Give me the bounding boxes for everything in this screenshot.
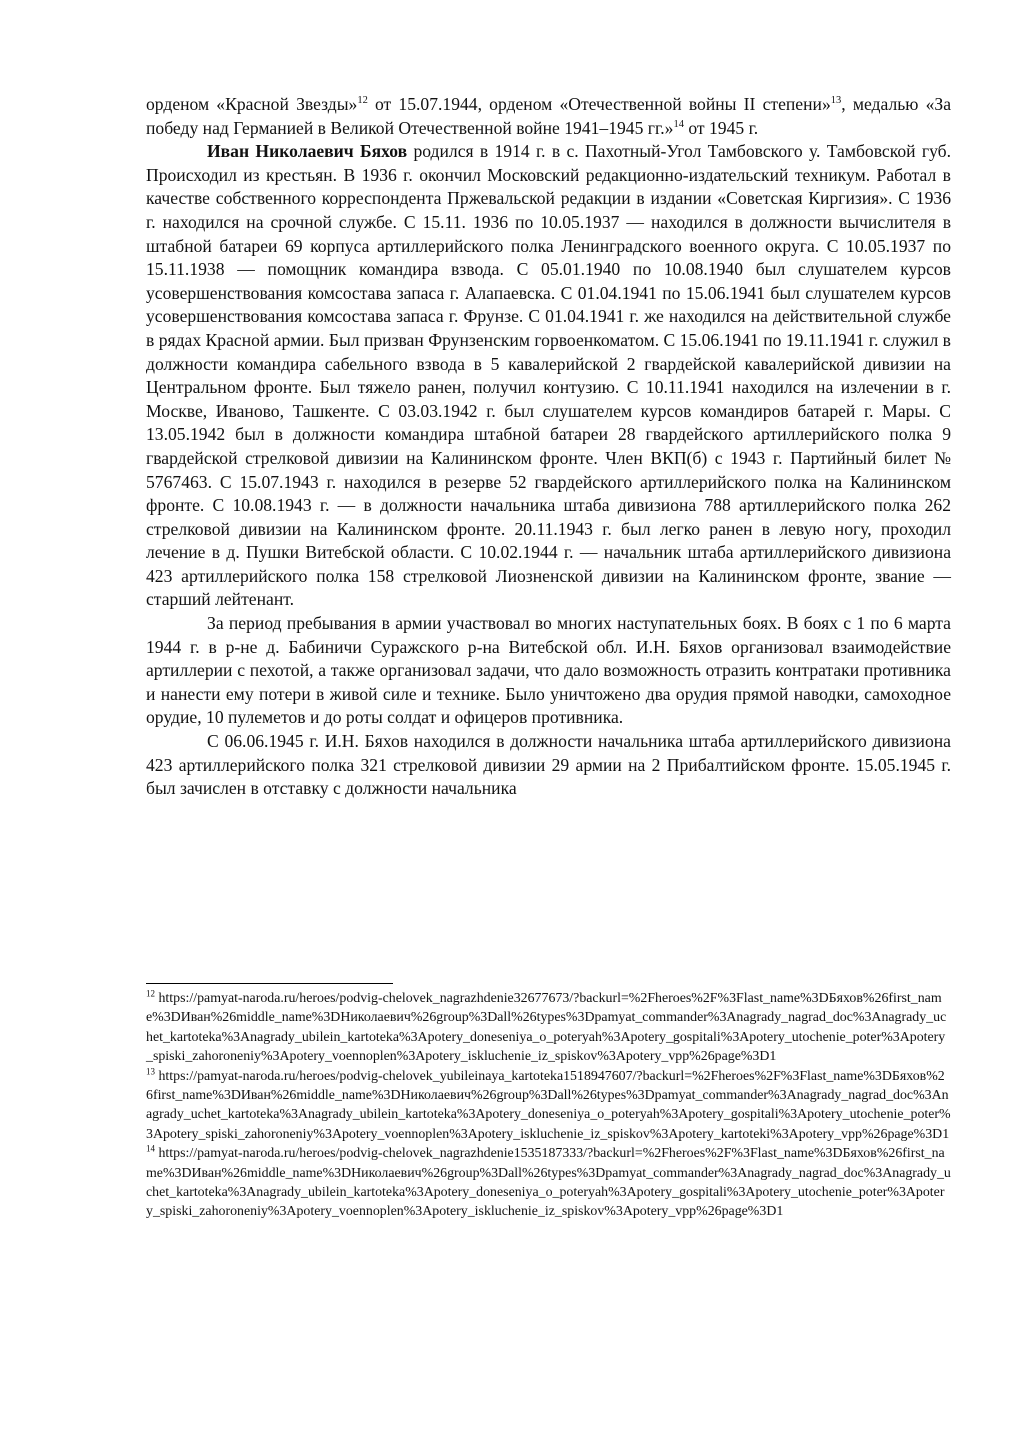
footnote-link[interactable]: https://pamyat-naroda.ru/heroes/podvig-chelovek_nagrazhdenie32677673/?backurl=%2Fheroes%2F%3Flast_name%3DБяхов%26first_name%3DИван%26middle_name%3DНиколаевич%26group%3Dall%26types%3Dpamyat_commander%3Anagrady_nagrad_doc%3Anagrady_uchet_kartoteka%3Anagrady_ubilein_kartoteka%3Apotery_doneseniya_o_poteryah%3Apotery_gospitali%3Apotery_utochenie_poter%3Apotery_spiski_zahoroneniy%3Apotery_voennoplen%3Apotery_iskluchenie_iz_spiskov%3Apotery_vpp%26page%3D1 [146, 991, 947, 1065]
footnote-14 [146, 1144, 951, 1222]
footnote-link[interactable]: https://pamyat-naroda.ru/heroes/podvig-chelovek_yubileinaya_kartoteka1518947607/?backurl=%2Fheroes%2F%3Flast_name%3DБяхов%26first_name%3DИван%26middle_name%3DНиколаевич%26group%3Dall%26types%3Dpamyat_commander%3Anagrady_nagrad_doc%3Anagrady_uchet_kartoteka%3Anagrady_ubilein_kartoteka%3Apotery_doneseniya_o_poteryah%3Apotery_gospitali%3Apotery_utochenie_poter%3Apotery_spiski_zahoroneniy%3Apotery_voennoplen%3Apotery_iskluchenie_iz_spiskov%3Apotery_kartoteki%3Apotery_vpp%26page%3D1 [146, 1068, 951, 1142]
paragraph-biography [146, 140, 951, 612]
awards-text-1: орденом «Красной Звезды» [146, 94, 358, 114]
footnote-link[interactable]: https://pamyat-naroda.ru/heroes/podvig-chelovek_nagrazhdenie1535187333/?backurl=%2Fheroes%2F%3Flast_name%3DБяхов%26first_name%3DИван%26middle_name%3DНиколаевич%26group%3Dall%26types%3Dpamyat_commander%3Anagrady_nagrad_doc%3Anagrady_uchet_kartoteka%3Anagrady_ubilein_kartoteka%3Apotery_doneseniya_o_poteryah%3Apotery_gospitali%3Apotery_utochenie_poter%3Apotery_spiski_zahoroneniy%3Apotery_voennoplen%3Apotery_iskluchenie_iz_spiskov%3Apotery_vpp%26page%3D1 [146, 1146, 951, 1220]
footnote-12 [146, 989, 951, 1067]
footnote-13 [146, 1067, 951, 1145]
footnote-number: 14 [146, 1143, 155, 1154]
footnote-number: 13 [146, 1066, 155, 1076]
awards-text-3: , медалью «За победу над Германией в Великой Отечественной войне 1941–1945 гг.» [146, 94, 951, 138]
footnote-number: 12 [146, 988, 155, 999]
footnote-ref-13[interactable]: 13 [830, 95, 842, 107]
footnote-separator [146, 983, 393, 984]
awards-text-4: от 1945 г. [683, 117, 759, 138]
awards-text-2: от 15.07.1944, орденом «Отечественной войны II степени» [367, 94, 831, 114]
footnotes [146, 989, 951, 1222]
paragraph-1945: С 06.06.1945 г. И.Н. Бяхов находился в должности начальника штаба артиллерийского дивизиона 423 артиллерийского полка 321 стрелковой дивизии 29 армии на 2 Прибалтийском фронте. 15.05.1945 г. был зачислен в отставку с должности начальника [146, 731, 951, 799]
footnote-ref-12[interactable]: 12 [357, 95, 368, 107]
person-name: Иван Николаевич Бяхов [207, 141, 408, 162]
paragraph-combat: За период пребывания в армии участвовал во многих наступательных боях. В боях с 1 по 6 марта 1944 г. в р-не д. Бабиничи Суражского р-на Витебской обл. И.Н. Бяхов организовал взаимодействие артиллерии с пехотой, а также организовал задачи, что дало возможность отразить контратаки противника и нанести ему потери в живой силе и технике. Было уничтожено два орудия прямой наводки, самоходное орудие, 10 пулеметов и до роты солдат и офицеров противника. [146, 613, 951, 728]
footnote-ref-14[interactable]: 14 [673, 118, 684, 130]
body-text [146, 93, 951, 801]
paragraph-awards [146, 93, 951, 140]
biography-text: родился в 1914 г. в с. Пахотный-Угол Тамбовского у. Тамбовской губ. Происходил из крестьян. В 1936 г. окончил Московский редакционно-издательский техникум. Работал в качестве собственного корреспондента Пржевальской редакции в издании «Советская Киргизия». С 1936 г. находился на срочной службе. С 15.11. 1936 по 10.05.1937 — находился в должности вычислителя в штабной батареи 69 корпуса артиллерийского полка Ленинградского военного округа. С 10.05.1937 по 15.11.1938 — помощник командира взвода. С 05.01.1940 по 10.08.1940 был слушателем курсов усовершенствования комсостава запаса г. Алапаевска. С 01.04.1941 по 15.06.1941 был слушателем курсов усовершенствования комсостава запаса г. Фрунзе. С 01.04.1941 г. же находился на действительной службе в рядах Красной армии. Был призван Фрунзенским горвоенкоматом. С 15.06.1941 по 19.11.1941 г. служил в должности командира сабельного взвода в 5 кавалерийской 2 гвардейской кавалерийской дивизии на Центральном фронте. Был тяжело ранен, получил контузию. С 10.11.1941 находился на излечении в г. Москве, Иваново, Ташкенте. С 03.03.1942 г. был слушателем курсов командиров батарей г. Мары. С 13.05.1942 был в должности командира штабной батареи 28 гвардейского артиллерийского полка 9 гвардейской стрелковой дивизии на Калининском фронте. Член ВКП(б) с 1943 г. Партийный билет № 5767463. С 15.07.1943 г. находился в резерве 52 гвардейского артиллерийского полка на Калининском фронте. С 10.08.1943 г. — в должности начальника штаба дивизиона 788 артиллерийского полка 262 стрелковой дивизии на Калининском фронте. 20.11.1943 г. был легко ранен в левую ногу, проходил лечение в д. Пушки Витебской области. С 10.02.1944 г. — начальник штаба артиллерийского дивизиона 423 артиллерийского полка 158 стрелковой Лиозненской дивизии на Калининском фронте, звание — старший лейтенант. [146, 141, 952, 610]
